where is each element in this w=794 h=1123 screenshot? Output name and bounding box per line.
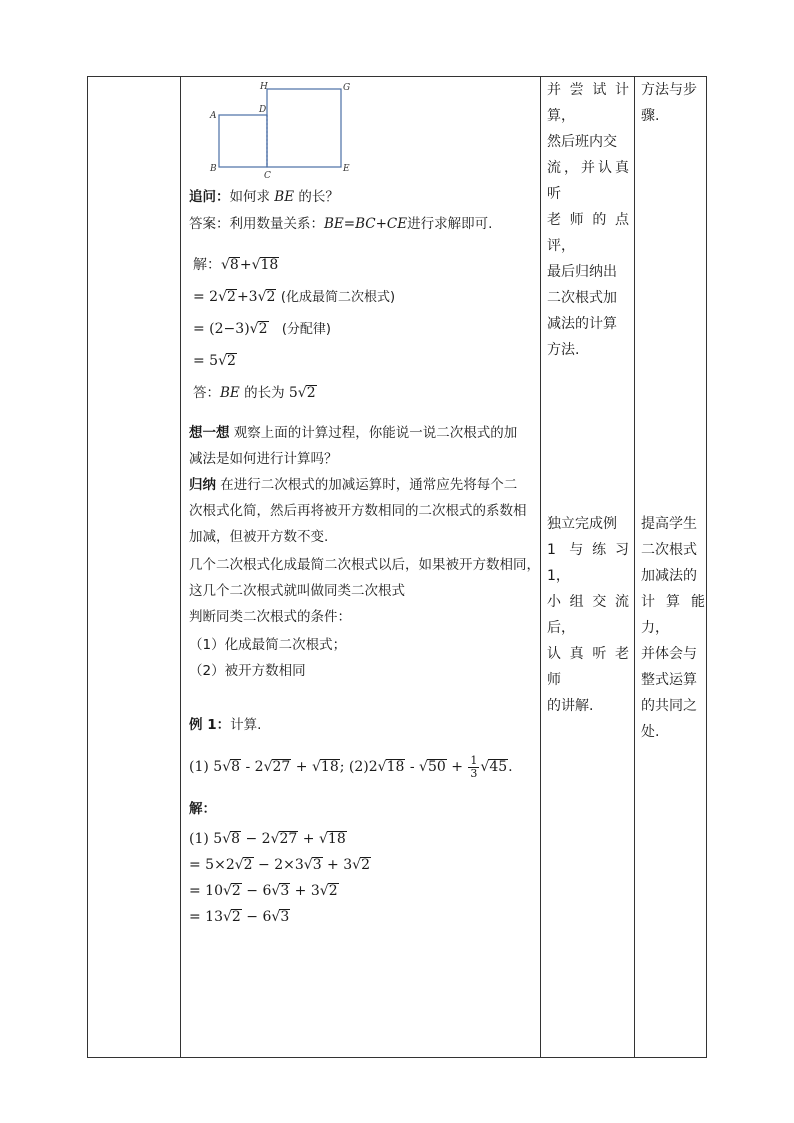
content-cell <box>181 77 540 1057</box>
solution-line-2: = 2√2+3√2 (化成最简二次根式) <box>193 289 396 305</box>
definition-line-1: 几个二次根式化成最简二次根式以后，如果被开方数相同， <box>189 557 540 573</box>
activity-top-line: 减法的计算 <box>547 316 617 332</box>
purpose-top-line: 骤. <box>641 108 660 124</box>
solution-label: 解： <box>193 257 221 273</box>
answer-line <box>189 214 492 234</box>
label-E: E <box>343 164 350 174</box>
label-B: B <box>210 164 217 174</box>
purpose-mid-line: 加减法的 <box>641 568 697 584</box>
condition-2: （2）被开方数相同 <box>189 663 306 679</box>
follow-up-text: 如何求 <box>229 189 270 205</box>
lesson-table <box>87 76 707 1058</box>
answer-text: 利用数量关系： <box>229 216 324 232</box>
summary-line-1 <box>189 475 517 495</box>
label-H: H <box>260 82 268 92</box>
purpose-top-line: 方法与步 <box>641 82 697 98</box>
example-step-1: (1) 5√8 − 2√27 + √18 <box>189 831 346 847</box>
purpose-top-text <box>641 77 703 129</box>
purpose-mid-line: 二次根式 <box>641 542 697 558</box>
activity-mid-line: 的讲解. <box>547 698 594 714</box>
summary-line-2: 次根式化简，然后再将被开方数相同的二次根式的系数相 <box>189 503 527 519</box>
follow-up-var: BE <box>274 189 295 205</box>
activity-mid-line: 1 与练习 1， <box>547 542 629 584</box>
purpose-cell <box>635 77 707 1057</box>
example-solution-label: 解： <box>189 801 216 817</box>
solution-note-2: (分配律) <box>281 322 332 337</box>
think-text-1: 观察上面的计算过程，你能说一说二次根式的加 <box>233 425 518 441</box>
example-step-2: = 5×2√2 − 2×3√3 + 3√2 <box>189 857 370 873</box>
label-A: A <box>210 111 217 121</box>
activity-mid-line: 小组交流后， <box>547 594 629 636</box>
activity-mid-line: 独立完成例 <box>547 516 617 532</box>
activity-mid-text <box>547 511 629 719</box>
follow-up-label: 追问： <box>189 189 230 205</box>
example-label: 例 1： <box>189 717 231 733</box>
example-problem: (1) 5√8 - 2√27 + √18; (2)2√18 - √50 + $\frac{1}{3}$ √45. <box>189 753 513 780</box>
rectangle-figure <box>201 79 361 179</box>
think-line-2: 减法是如何进行计算吗？ <box>189 451 338 467</box>
think-line-1 <box>189 423 517 443</box>
solution-note-1: (化成最简二次根式) <box>280 290 396 305</box>
example-step-3: = 10√2 − 6√3 + 3√2 <box>189 883 338 899</box>
follow-up-tail: 的长？ <box>298 189 339 205</box>
answer-tail: 进行求解即可. <box>407 216 493 232</box>
summary-text-1: 在进行二次根式的加减运算时，通常应先将每个二 <box>220 477 518 493</box>
activity-cell <box>541 77 634 1057</box>
summary-line-3: 加减，但被开方数不变. <box>189 529 329 545</box>
example-text: 计算. <box>230 717 262 733</box>
activity-top-line: 最后归纳出 <box>547 264 617 280</box>
purpose-mid-line: 并体会与 <box>641 646 697 662</box>
activity-top-line: 并尝试计算， <box>547 82 629 124</box>
solution-line-4: = 5√2 <box>193 353 236 369</box>
purpose-mid-text <box>641 511 705 745</box>
solution-answer: 答：BE 的长为 5√2 <box>193 385 316 401</box>
answer-formula: BE=BC+CE <box>324 216 408 232</box>
solution-answer-label: 答： <box>193 385 220 401</box>
purpose-mid-line: 处. <box>641 724 660 740</box>
solution-answer-var: BE <box>220 385 240 401</box>
condition-1: （1）化成最简二次根式； <box>189 637 347 653</box>
label-C: C <box>264 171 271 179</box>
example-title <box>189 715 261 735</box>
answer-label: 答案： <box>189 216 230 232</box>
activity-top-line: 流，并认真听 <box>547 160 629 202</box>
summary-label: 归纳 <box>189 477 216 493</box>
solution-line-3: = (2−3)√2 (分配律) <box>193 321 332 337</box>
activity-mid-line: 认 真 听 老 师 <box>547 646 629 688</box>
activity-top-line: 老师的点评， <box>547 212 629 254</box>
activity-top-line: 然后班内交 <box>547 134 617 150</box>
solution-answer-text: 的长为 <box>244 385 285 401</box>
definition-line-2: 这几个二次根式就叫做同类二次根式 <box>189 583 405 599</box>
example-step-4: = 13√2 − 6√3 <box>189 909 290 925</box>
purpose-mid-line: 提高学生 <box>641 516 697 532</box>
activity-top-line: 二次根式加 <box>547 290 617 306</box>
think-label: 想一想 <box>189 425 230 441</box>
activity-top-line: 方法. <box>547 342 580 358</box>
purpose-mid-line: 整式运算 <box>641 672 697 688</box>
purpose-mid-line: 计算能力， <box>641 594 705 636</box>
purpose-mid-line: 的共同之 <box>641 698 697 714</box>
label-G: G <box>343 83 351 93</box>
condition-title: 判断同类二次根式的条件： <box>189 609 351 625</box>
label-D: D <box>259 105 267 115</box>
activity-top-text <box>547 77 629 363</box>
solution-line-1: 解：√8+√18 <box>193 257 279 273</box>
follow-up-question <box>189 187 339 207</box>
